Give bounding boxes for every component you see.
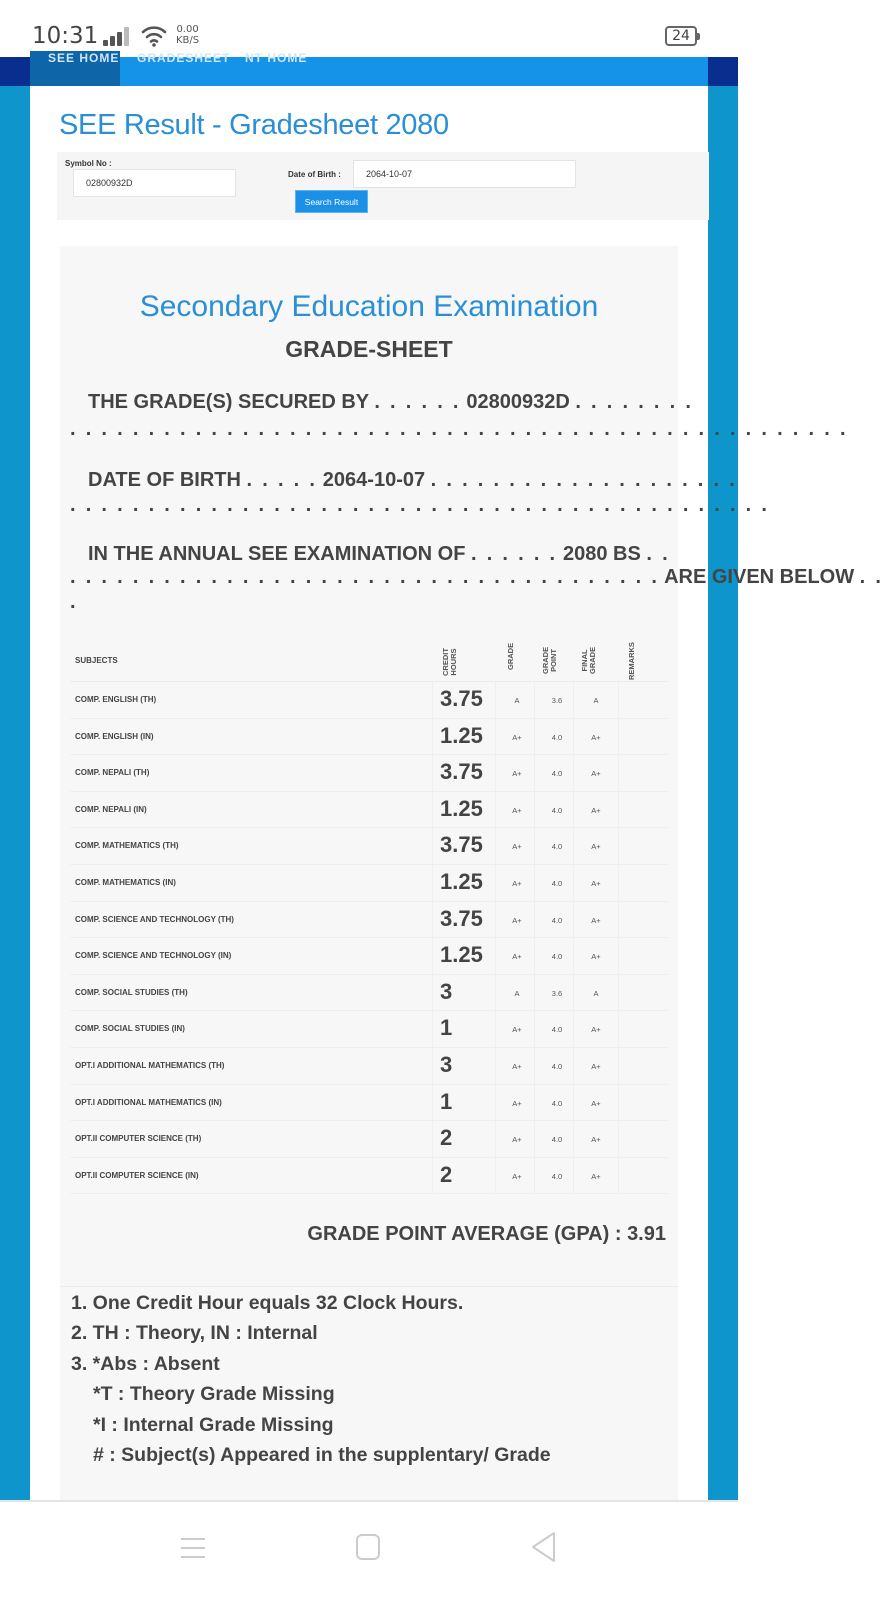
dob-input[interactable] [353, 160, 576, 188]
column-divider [495, 828, 496, 864]
nav-item-label: GRADESHEET [137, 51, 231, 65]
subject-cell: COMP. ENGLISH (TH) [75, 695, 157, 704]
grade-point-cell: 4.0 [551, 1061, 563, 1071]
column-divider [573, 1121, 574, 1157]
column-divider [573, 755, 574, 791]
credit-hours-cell: 3.75 [440, 832, 483, 858]
exam-line-year: 2080 BS [562, 543, 641, 565]
header-grade-point [542, 647, 558, 674]
dob-line-value: 2064-10-07 [322, 469, 426, 491]
note-item: *T : Theory Grade Missing [93, 1383, 335, 1405]
note-item: # : Subject(s) Appeared in the supplentary/ Grade [93, 1444, 551, 1466]
final-grade-cell: A [593, 696, 599, 705]
grade-cell: A+ [512, 1171, 522, 1181]
final-grade-cell: A [593, 988, 599, 998]
grade-point-cell: 4.0 [551, 1135, 563, 1145]
column-divider [432, 865, 433, 901]
grade-point-cell: 4.0 [551, 1098, 563, 1108]
credit-hours-cell: 1.25 [440, 942, 483, 968]
column-divider [573, 1158, 574, 1194]
subject-cell: COMP. ENGLISH (IN) [75, 731, 154, 741]
column-divider [534, 1011, 535, 1047]
nav-item-nt-home[interactable] [245, 51, 315, 86]
column-divider [534, 902, 535, 938]
column-divider [495, 975, 496, 1011]
column-divider [495, 1048, 496, 1084]
grade-point-cell: 4.0 [551, 952, 563, 962]
notes-section [60, 1286, 678, 1506]
grade-cell: A+ [512, 1135, 522, 1145]
nav-item-see-home[interactable] [30, 51, 120, 86]
dob-label: Date of Birth : [288, 170, 341, 179]
column-divider [573, 828, 574, 864]
column-divider [495, 719, 496, 755]
subject-cell: OPT.II COMPUTER SCIENCE (TH) [75, 1134, 202, 1144]
subject-cell: COMP. SOCIAL STUDIES (TH) [75, 987, 188, 997]
table-row [70, 1085, 668, 1122]
menu-icon[interactable] [180, 1536, 206, 1560]
table-row [70, 828, 668, 865]
column-divider [618, 719, 619, 755]
column-divider [432, 1011, 433, 1047]
dot-filler: . [70, 591, 78, 613]
note-item: 2. TH : Theory, IN : Internal [71, 1322, 318, 1344]
column-divider [432, 1158, 433, 1194]
final-grade-cell: A+ [591, 952, 601, 962]
wifi-icon [142, 25, 166, 47]
final-grade-cell: A+ [591, 1171, 601, 1181]
grade-point-cell: 4.0 [551, 878, 563, 888]
grades-table [70, 638, 668, 1194]
final-grade-cell: A+ [591, 769, 601, 779]
table-row [70, 1158, 668, 1195]
column-divider [618, 792, 619, 828]
grade-cell: A+ [512, 842, 522, 852]
column-divider [534, 682, 535, 718]
secured-by-label: THE GRADE(S) SECURED BY [88, 391, 369, 413]
dob-value: 2064-10-07 [366, 169, 413, 179]
page-title: SEE Result - Gradesheet 2080 [59, 109, 449, 141]
subject-cell: COMP. MATHEMATICS (TH) [75, 841, 179, 851]
table-row [70, 1121, 668, 1158]
header-credit-hours [442, 648, 458, 676]
search-result-button[interactable]: Search Result [295, 190, 368, 213]
status-bar [0, 0, 738, 57]
column-divider [618, 1158, 619, 1194]
grade-point-cell: 4.0 [551, 732, 563, 742]
credit-hours-cell: 3.75 [440, 686, 483, 711]
dob-line: DATE OF BIRTH . . . . . 2064-10-07 . . . . . . . . . . . . . . . . . . . . [88, 469, 738, 491]
nav-item-gradesheet[interactable] [137, 51, 231, 86]
header-credit-line2: HOURS [449, 648, 458, 676]
column-divider [432, 792, 433, 828]
header-remarks-text: REMARKS [627, 642, 636, 680]
grade-point-cell: 4.0 [551, 915, 563, 925]
nav-item-label: SEE HOME [48, 51, 120, 65]
subject-cell: COMP. SCIENCE AND TECHNOLOGY (TH) [75, 914, 234, 924]
column-divider [618, 1011, 619, 1047]
search-form [57, 152, 709, 220]
table-row [70, 938, 668, 975]
gpa-line [307, 1223, 666, 1246]
column-divider [573, 792, 574, 828]
header-final-grade [581, 647, 597, 674]
subject-cell: COMP. SOCIAL STUDIES (IN) [75, 1024, 185, 1034]
nav-edge-right [708, 57, 738, 86]
column-divider [534, 975, 535, 1011]
column-divider [573, 682, 574, 718]
subject-cell: OPT.II COMPUTER SCIENCE (IN) [75, 1170, 199, 1180]
column-divider [573, 1011, 574, 1047]
column-divider [495, 755, 496, 791]
header-grade-text: GRADE [506, 642, 515, 670]
column-divider [495, 902, 496, 938]
table-row [70, 719, 668, 756]
grade-cell: A+ [512, 732, 522, 742]
column-divider [432, 755, 433, 791]
given-below-label: ARE GIVEN BELOW [664, 566, 855, 588]
credit-hours-cell: 2 [440, 1125, 453, 1151]
column-divider [618, 938, 619, 974]
grade-cell: A+ [512, 952, 522, 962]
table-row [70, 755, 668, 792]
nav-edge-left [0, 57, 30, 86]
final-grade-cell: A+ [591, 1025, 601, 1035]
credit-hours-cell: 3.75 [440, 759, 483, 785]
grade-point-cell: 3.6 [551, 988, 563, 998]
credit-hours-cell: 2 [440, 1161, 453, 1187]
table-row [70, 1048, 668, 1085]
column-divider [534, 719, 535, 755]
grade-cell: A+ [512, 805, 522, 815]
column-divider [573, 719, 574, 755]
column-divider [495, 682, 496, 718]
column-divider [495, 1121, 496, 1157]
network-speed [176, 24, 199, 46]
column-divider [618, 975, 619, 1011]
subject-cell: OPT.I ADDITIONAL MATHEMATICS (TH) [75, 1060, 225, 1070]
grade-point-cell: 4.0 [551, 805, 563, 815]
credit-hours-cell: 1.25 [440, 722, 483, 748]
column-divider [534, 828, 535, 864]
dot-filler: . . . . . . . . . . . . . . . . . . . . . . . . . . . . . . . . . . . . . . . . . . . . . [70, 494, 770, 516]
table-header [70, 638, 668, 682]
column-divider [495, 1085, 496, 1121]
credit-hours-cell: 1 [440, 1015, 453, 1041]
table-body [70, 682, 668, 1194]
header-credit-line1: CREDIT [441, 648, 450, 676]
column-divider [495, 1011, 496, 1047]
final-grade-cell: A+ [591, 1061, 601, 1071]
header-gp-line2: POINT [549, 649, 558, 672]
column-divider [495, 792, 496, 828]
back-icon[interactable] [530, 1531, 556, 1563]
grade-point-cell: 4.0 [551, 842, 563, 852]
table-row [70, 1011, 668, 1048]
secured-by-line: THE GRADE(S) SECURED BY . . . . . . 02800932D . . . . . . . . [88, 391, 694, 413]
system-nav-bar [0, 1502, 738, 1599]
credit-hours-cell: 1 [440, 1088, 453, 1114]
column-divider [495, 1158, 496, 1194]
column-divider [534, 938, 535, 974]
grade-cell: A+ [512, 1061, 522, 1071]
final-grade-cell: A+ [591, 732, 601, 742]
exam-line-label: IN THE ANNUAL SEE EXAMINATION OF [88, 543, 466, 565]
column-divider [618, 682, 619, 718]
column-divider [534, 1085, 535, 1121]
final-grade-cell: A+ [591, 805, 601, 815]
grade-point-cell: 3.6 [551, 696, 563, 705]
column-divider [573, 865, 574, 901]
note-item: 3. *Abs : Absent [71, 1353, 220, 1375]
network-speed-unit: KB/S [176, 35, 200, 46]
gpa-label: GRADE POINT AVERAGE (GPA) : [307, 1223, 622, 1245]
column-divider [432, 682, 433, 718]
header-fg-line1: FINAL [580, 649, 589, 672]
battery-level: 24 [672, 28, 690, 44]
table-row [70, 865, 668, 902]
column-divider [618, 828, 619, 864]
table-row [70, 792, 668, 829]
symbol-no-input[interactable] [73, 169, 236, 197]
column-divider [573, 902, 574, 938]
column-divider [432, 902, 433, 938]
column-divider [432, 938, 433, 974]
column-divider [618, 1085, 619, 1121]
column-divider [573, 1048, 574, 1084]
column-divider [534, 755, 535, 791]
grade-cell: A+ [512, 915, 522, 925]
signal-icon [103, 27, 133, 46]
column-divider [534, 865, 535, 901]
grade-cell: A+ [512, 878, 522, 888]
subject-cell: COMP. MATHEMATICS (IN) [75, 877, 176, 887]
credit-hours-cell: 3 [440, 1051, 453, 1077]
column-divider [618, 755, 619, 791]
column-divider [432, 719, 433, 755]
final-grade-cell: A+ [591, 842, 601, 852]
column-divider [573, 1085, 574, 1121]
column-divider [534, 1048, 535, 1084]
main-content [30, 86, 883, 1500]
column-divider [432, 1121, 433, 1157]
column-divider [432, 1085, 433, 1121]
given-below-line: . . . . . . . . . . . . . . . . . . . . . . . . . . . . . . . . . . . . . . ARE GIVEN BELOW . . [70, 566, 883, 588]
header-remarks [628, 642, 636, 680]
grade-cell: A [514, 988, 520, 998]
credit-hours-cell: 3.75 [440, 905, 483, 931]
grade-sheet [60, 246, 883, 1506]
dob-line-label: DATE OF BIRTH [88, 469, 241, 491]
credit-hours-cell: 3 [440, 978, 453, 1004]
header-grade [507, 643, 515, 670]
table-row [70, 902, 668, 939]
secured-by-symbol: 02800932D [466, 391, 570, 413]
final-grade-cell: A+ [591, 1098, 601, 1108]
column-divider [432, 1048, 433, 1084]
subject-cell: COMP. SCIENCE AND TECHNOLOGY (IN) [75, 951, 232, 961]
column-divider [573, 975, 574, 1011]
grade-sheet-heading: GRADE-SHEET [285, 336, 453, 362]
subject-cell: COMP. NEPALI (IN) [75, 804, 147, 814]
column-divider [534, 1121, 535, 1157]
grade-point-cell: 4.0 [551, 769, 563, 779]
column-divider [534, 792, 535, 828]
subject-cell: OPT.I ADDITIONAL MATHEMATICS (IN) [75, 1097, 222, 1107]
credit-hours-cell: 1.25 [440, 795, 483, 821]
grade-point-cell: 4.0 [551, 1171, 563, 1181]
grade-cell: A+ [512, 1098, 522, 1108]
note-item: 1. One Credit Hour equals 32 Clock Hours. [71, 1292, 464, 1314]
column-divider [495, 938, 496, 974]
column-divider [618, 865, 619, 901]
final-grade-cell: A+ [591, 1135, 601, 1145]
header-fg-line2: GRADE [588, 646, 597, 674]
symbol-no-value: 02800932D [86, 178, 133, 188]
credit-hours-cell: 1.25 [440, 868, 483, 894]
column-divider [432, 975, 433, 1011]
grade-cell: A+ [512, 1025, 522, 1035]
column-divider [534, 1158, 535, 1194]
battery-icon [665, 26, 697, 46]
top-nav [0, 51, 738, 86]
header-subjects: SUBJECTS [75, 656, 118, 665]
column-divider [495, 865, 496, 901]
column-divider [618, 1121, 619, 1157]
home-icon[interactable] [355, 1533, 381, 1561]
status-time: 10:31 [32, 23, 99, 49]
column-divider [573, 938, 574, 974]
subject-cell: COMP. NEPALI (TH) [75, 768, 150, 778]
header-gp-line1: GRADE [541, 646, 550, 674]
symbol-no-label: Symbol No : [65, 159, 112, 168]
network-speed-value: 0.00 [176, 24, 199, 35]
note-item: *I : Internal Grade Missing [93, 1414, 334, 1436]
grade-point-cell: 4.0 [551, 1025, 563, 1035]
column-divider [432, 828, 433, 864]
column-divider [618, 1048, 619, 1084]
grade-cell: A [514, 696, 520, 705]
final-grade-cell: A+ [591, 915, 601, 925]
dot-filler: . . . . . . . . . . . . . . . . . . . . . . . . . . . . . . . . . . . . . . . . . . . . . . . . . . [70, 418, 848, 440]
grade-cell: A+ [512, 769, 522, 779]
table-row [70, 975, 668, 1012]
column-divider [618, 902, 619, 938]
table-row [70, 682, 668, 719]
gpa-value: 3.91 [627, 1223, 666, 1245]
exam-title: Secondary Education Examination [139, 290, 599, 323]
nav-item-label: NT HOME [245, 51, 308, 65]
final-grade-cell: A+ [591, 878, 601, 888]
exam-line: IN THE ANNUAL SEE EXAMINATION OF . . . . . . 2080 BS . . [88, 543, 670, 565]
